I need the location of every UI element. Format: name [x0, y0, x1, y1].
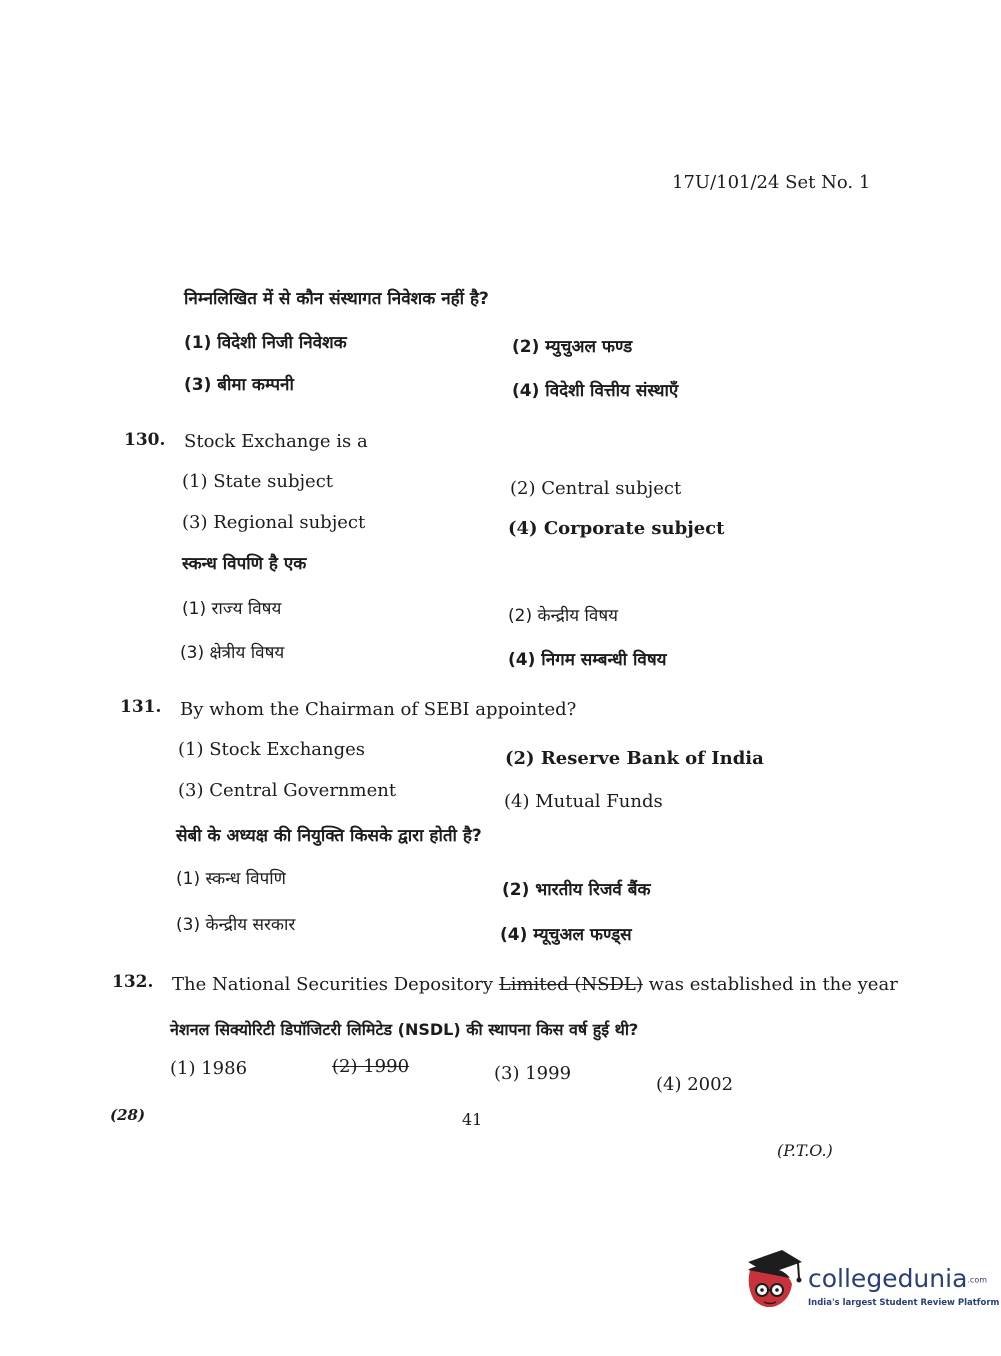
q129-option-1-hi: (1) विदेशी निजी निवेशक — [184, 333, 347, 353]
q132-option-3: (3) 1999 — [494, 1063, 572, 1084]
q132-question-hi: नेशनल सिक्योरिटी डिपॉजिटरी लिमिटेड (NSDL) की स्थापना किस वर्ष हुई थी? — [170, 1020, 639, 1039]
q129-question-hi: निम्नलिखित में से कौन संस्थागत निवेशक नहीं है? — [184, 289, 489, 309]
q132-option-2: (2) 1990 — [332, 1056, 410, 1077]
q130-option-4-en: (4) Corporate subject — [508, 518, 725, 539]
page-number: 41 — [462, 1110, 483, 1129]
q129-option-3-hi: (3) बीमा कम्पनी — [184, 375, 294, 395]
q130-number: 130. — [124, 430, 166, 450]
q131-option-4-hi: (4) म्यूचुअल फण्ड्स — [500, 925, 632, 945]
q130-option-3-hi: (3) क्षेत्रीय विषय — [180, 643, 285, 663]
q132-number: 132. — [112, 972, 154, 992]
q132-option-1: (1) 1986 — [170, 1058, 248, 1079]
q130-question-hi: स्कन्ध विपणि है एक — [182, 554, 307, 574]
set-code: 17U/101/24 Set No. 1 — [672, 172, 871, 193]
q131-option-2-hi: (2) भारतीय रिजर्व बैंक — [502, 880, 651, 900]
q132-question-en-part-a: The National Securities Depository — [172, 974, 493, 995]
q131-option-3-en: (3) Central Government — [178, 780, 397, 801]
collegedunia-mascot-icon — [742, 1248, 806, 1312]
q130-option-3-en: (3) Regional subject — [182, 512, 366, 533]
q131-option-4-en: (4) Mutual Funds — [504, 791, 663, 812]
pto-mark: (P.T.O.) — [777, 1141, 833, 1160]
q132-question-en — [172, 974, 898, 995]
q130-question-en: Stock Exchange is a — [184, 431, 368, 452]
footer-left-code: (28) — [110, 1106, 146, 1124]
q131-number: 131. — [120, 697, 162, 717]
q130-option-2-hi: (2) केन्द्रीय विषय — [508, 606, 619, 626]
q129-option-4-hi: (4) विदेशी वित्तीय संस्थाएँ — [512, 381, 679, 401]
q131-option-1-hi: (1) स्कन्ध विपणि — [176, 869, 286, 889]
q130-option-1-hi: (1) राज्य विषय — [182, 599, 282, 619]
q131-question-en: By whom the Chairman of SEBI appointed? — [180, 699, 577, 720]
q129-option-2-hi: (2) म्युचुअल फण्ड — [512, 337, 633, 357]
q131-question-hi: सेबी के अध्यक्ष की नियुक्ति किसके द्वारा होती है? — [176, 826, 482, 846]
q130-option-1-en: (1) State subject — [182, 471, 334, 492]
q132-question-en-part-b: was established in the year — [648, 974, 898, 995]
q131-option-3-hi: (3) केन्द्रीय सरकार — [176, 915, 296, 935]
q132-question-en-struck: Limited (NSDL) — [498, 974, 643, 995]
q131-option-2-en: (2) Reserve Bank of India — [505, 748, 764, 769]
q132-option-4: (4) 2002 — [656, 1074, 734, 1095]
q130-option-4-hi: (4) निगम सम्बन्धी विषय — [508, 650, 667, 670]
q131-option-1-en: (1) Stock Exchanges — [178, 739, 366, 760]
collegedunia-wordmark: collegedunia.com — [808, 1264, 988, 1293]
q130-option-2-en: (2) Central subject — [510, 478, 682, 499]
collegedunia-tagline: India's largest Student Review Platform — [808, 1298, 1000, 1308]
